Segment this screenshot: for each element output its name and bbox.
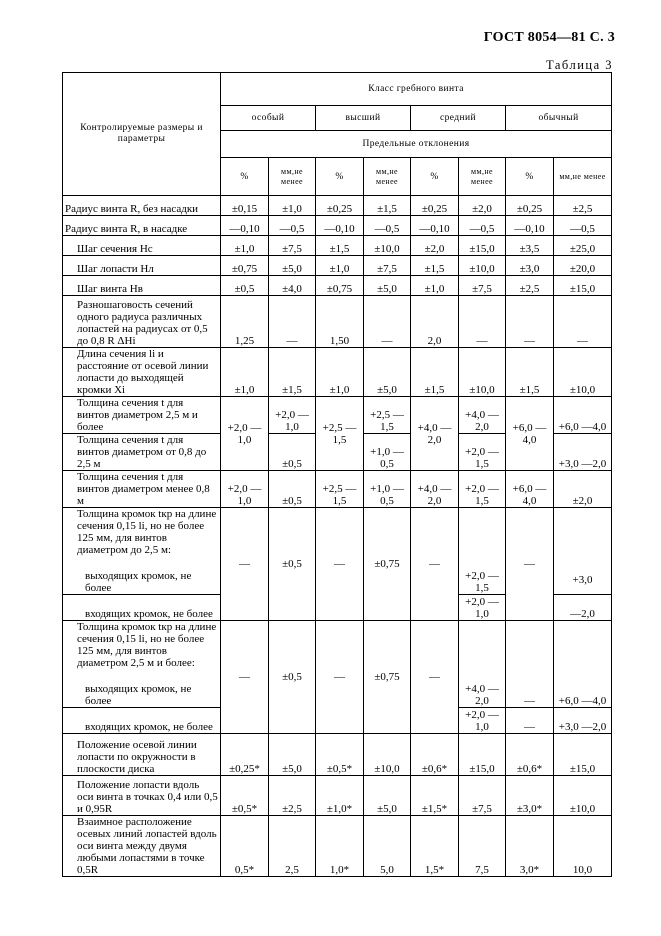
unit-pct: % [316,158,364,196]
table-label: Таблица 3 [546,58,613,72]
cell: ±0,5* [316,734,364,776]
cell: —2,0 [554,595,612,621]
cell: ±1,5 [364,196,411,216]
cell: —0,5 [364,216,411,236]
row-label: Положение лопасти вдоль оси винта в точках 0,4 или 0,5 и 0,95R [63,776,221,816]
cell: ±0,75 [221,256,269,276]
edge-thickness-group-2 [63,621,221,708]
cell: ±15,0 [554,734,612,776]
unit-pct: % [506,158,554,196]
cell: ±10,0 [459,348,506,397]
cell: ±0,25 [316,196,364,216]
cell: ±7,5 [364,256,411,276]
cell: ±0,5* [221,776,269,816]
row-label: Толщина сечения t для винтов диаметром от 0,8 до 2,5 м [63,434,221,471]
cell: ±15,0 [459,734,506,776]
row-label: Радиус винта R, без насадки [63,196,221,216]
cell: +1,0 —0,5 [364,434,411,471]
cell: ±10,0 [554,348,612,397]
cell: — [459,296,506,348]
row-sublabel: выходящих кромок, не более [85,683,192,707]
cell: — [554,296,612,348]
cell: —0,10 [506,216,554,236]
row-sublabel: входящих кромок, не более [63,595,221,621]
row-label: Длина сечения li и расстояние от осевой линии лопасти до выходящей кромки Xi [63,348,221,397]
row-label: Шаг винта Hв [63,276,221,296]
cell: +2,0 —1,0 [221,397,269,471]
cell: ±0,6* [506,734,554,776]
unit-pct: % [411,158,459,196]
row-label: Разношаговость сечений одного радиуса различных лопастей на радиусах от 0,5 до 0,8 R ΔHi [63,296,221,348]
cell: ±15,0 [459,236,506,256]
cell: ±10,0 [364,734,411,776]
cell: ±1,0 [221,236,269,256]
document-header: ГОСТ 8054—81 С. 3 [483,30,615,45]
cell: +6,0 —4,0 [554,397,612,434]
cell: +2,0 —1,0 [221,471,269,508]
cell: ±7,5 [269,236,316,256]
row-label: Шаг лопасти Hл [63,256,221,276]
edge-thickness-group-1 [63,508,221,595]
cell: ±1,5 [411,348,459,397]
cell: ±2,5 [506,276,554,296]
cell: ±0,75 [364,508,411,621]
cell: +2,5 —1,5 [316,471,364,508]
cell: ±5,0 [364,348,411,397]
cell: ±3,5 [506,236,554,256]
cell: ±2,0 [554,471,612,508]
cell: —0,5 [554,216,612,236]
cell: +2,5 —1,5 [364,397,411,434]
cell: ±1,5 [506,348,554,397]
cell: +2,0 —1,0 [269,397,316,434]
class-osobyi: особый [221,106,316,131]
row-label: Толщина сечения t для винтов диаметром менее 0,8 м [63,471,221,508]
cell: — [411,621,459,734]
cell: +6,0 —4,0 [554,621,612,708]
cell: ±2,0 [459,196,506,216]
cell: ±0,5 [269,508,316,621]
unit-mm: мм,не менее [554,158,612,196]
row-label: Взаимное расположение осевых линий лопастей вдоль оси винта между двумя любыми лопастями в точке 0,5R [63,816,221,877]
cell: ±20,0 [554,256,612,276]
cell: ±2,0 [411,236,459,256]
row-label: Толщина кромок tкр на длине сечения 0,15 li, но не более 125 мм, для винтов диаметром до 2,5 м: [77,508,217,556]
cell: ±0,5 [269,471,316,508]
cell: 5,0 [364,816,411,877]
cell: 1,25 [221,296,269,348]
cell: 0,5* [221,816,269,877]
cell: ±1,5 [316,236,364,256]
cell: 2,5 [269,816,316,877]
unit-pct: % [221,158,269,196]
cell: ±0,5 [269,621,316,734]
cell: — [316,621,364,734]
cell: +3,0 —2,0 [554,434,612,471]
cell: +6,0 —4,0 [506,397,554,471]
cell: — [316,508,364,621]
cell: +2,0 —1,0 [459,708,506,734]
cell: +4,0 —2,0 [411,471,459,508]
cell: ±0,6* [411,734,459,776]
cell: 7,5 [459,816,506,877]
cell: — [411,508,459,621]
deviations-header: Предельные отклонения [221,131,612,158]
cell: +2,0 —1,5 [459,508,506,595]
cell: ±2,5 [269,776,316,816]
cell: ±1,0 [316,348,364,397]
cell: ±1,0 [221,348,269,397]
cell: ±0,5 [221,276,269,296]
class-obychnyi: обычный [506,106,612,131]
cell: ±1,0 [411,276,459,296]
cell: +2,0 —1,0 [459,595,506,621]
row-label: Толщина сечения t для винтов диаметром 2,5 м и более [63,397,221,434]
cell: —0,5 [269,216,316,236]
cell: — [506,296,554,348]
cell: ±0,75 [316,276,364,296]
class-header: Класс гребного винта [221,73,612,106]
cell: —0,10 [411,216,459,236]
cell: ±0,25 [411,196,459,216]
row-label: Радиус винта R, в насадке [63,216,221,236]
cell: ±1,0 [269,196,316,216]
cell: 1,50 [316,296,364,348]
cell: ±5,0 [269,734,316,776]
cell: ±5,0 [269,256,316,276]
tolerance-table [62,72,612,877]
unit-mm: мм,не менее [269,158,316,196]
unit-mm: мм,не менее [364,158,411,196]
cell: ±0,75 [364,621,411,734]
cell: 1,0* [316,816,364,877]
cell: ±25,0 [554,236,612,256]
cell: ±15,0 [554,276,612,296]
cell: —0,5 [459,216,506,236]
cell: ±2,5 [554,196,612,216]
row-sublabel: выходящих кромок, не более [85,570,192,594]
cell: 2,0 [411,296,459,348]
cell: 1,5* [411,816,459,877]
cell: ±3,0* [506,776,554,816]
cell: — [364,296,411,348]
param-column-header: Контролируемые размеры и параметры [63,73,221,196]
cell: ±1,5 [269,348,316,397]
cell: ±0,15 [221,196,269,216]
cell: ±5,0 [364,276,411,296]
cell: +2,0 —1,5 [459,471,506,508]
cell: 10,0 [554,816,612,877]
cell: ±1,0* [316,776,364,816]
cell: +3,0 [554,508,612,595]
cell: +4,0 —2,0 [459,621,506,708]
cell: +1,0 —0,5 [364,471,411,508]
cell: ±10,0 [459,256,506,276]
cell: ±3,0 [506,256,554,276]
cell: ±5,0 [364,776,411,816]
cell: +4,0 —2,0 [411,397,459,471]
cell: — [221,621,269,734]
row-sublabel: входящих кромок, не более [63,708,221,734]
cell: ±0,25* [221,734,269,776]
row-label: Шаг сечения Hc [63,236,221,256]
cell: ±10,0 [364,236,411,256]
unit-mm: мм,не менее [459,158,506,196]
cell: +4,0 —2,0 [459,397,506,434]
class-vysshii: высший [316,106,411,131]
cell: 3,0* [506,816,554,877]
cell: +2,0 —1,5 [459,434,506,471]
cell: — [269,296,316,348]
cell: ±10,0 [554,776,612,816]
cell: ±0,25 [506,196,554,216]
cell: ±1,0 [316,256,364,276]
cell: — [506,508,554,621]
cell: +3,0 —2,0 [554,708,612,734]
cell: ±7,5 [459,276,506,296]
cell: ±4,0 [269,276,316,296]
cell: +2,5 —1,5 [316,397,364,471]
cell: ±1,5* [411,776,459,816]
cell: — [506,708,554,734]
cell: —0,10 [221,216,269,236]
cell: — [506,621,554,708]
cell: ±1,5 [411,256,459,276]
row-label: Толщина кромок tкр на длине сечения 0,15 li, но не более 125 мм, для винтов диаметром 2,5 м и более: [77,621,217,669]
cell: —0,10 [316,216,364,236]
cell: +6,0 —4,0 [506,471,554,508]
cell: ±0,5 [269,434,316,471]
cell: ±7,5 [459,776,506,816]
cell: — [221,508,269,621]
class-srednii: средний [411,106,506,131]
row-label: Положение осевой линии лопасти по окружности в плоскости диска [63,734,221,776]
